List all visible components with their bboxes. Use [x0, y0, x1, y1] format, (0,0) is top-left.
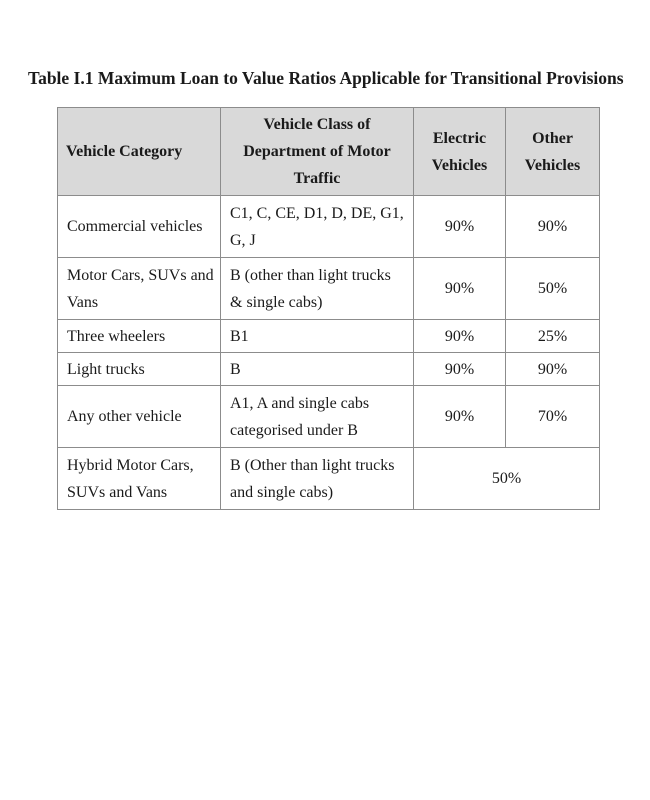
cell-other-ratio: 90%: [506, 353, 600, 386]
table-row: [58, 196, 600, 258]
loan-to-value-table: [57, 107, 600, 510]
cell-vehicle-category: Light trucks: [58, 353, 221, 386]
cell-vehicle-category: Hybrid Motor Cars, SUVs and Vans: [58, 448, 221, 510]
table-header-row: [58, 108, 600, 196]
header-vehicle-class: Vehicle Class of Department of Motor Traffic: [221, 108, 414, 196]
header-electric-vehicles: Electric Vehicles: [414, 108, 506, 196]
cell-vehicle-category: Motor Cars, SUVs and Vans: [58, 258, 221, 320]
table-row: [58, 386, 600, 448]
cell-electric-ratio: 90%: [414, 196, 506, 258]
cell-other-ratio: 90%: [506, 196, 600, 258]
table-row: [58, 258, 600, 320]
cell-electric-ratio: 90%: [414, 320, 506, 353]
cell-combined-ratio: 50%: [414, 448, 600, 510]
cell-vehicle-class: B (other than light trucks & single cabs): [221, 258, 414, 320]
header-other-vehicles: Other Vehicles: [506, 108, 600, 196]
cell-vehicle-class: A1, A and single cabs categorised under B: [221, 386, 414, 448]
header-vehicle-category: Vehicle Category: [58, 108, 221, 196]
cell-other-ratio: 25%: [506, 320, 600, 353]
table-row: [58, 320, 600, 353]
cell-vehicle-class: C1, C, CE, D1, D, DE, G1, G, J: [221, 196, 414, 258]
cell-electric-ratio: 90%: [414, 258, 506, 320]
table-caption: Table I.1 Maximum Loan to Value Ratios Applicable for Transitional Provisions: [28, 68, 624, 88]
cell-vehicle-category: Any other vehicle: [58, 386, 221, 448]
cell-other-ratio: 70%: [506, 386, 600, 448]
cell-other-ratio: 50%: [506, 258, 600, 320]
cell-electric-ratio: 90%: [414, 386, 506, 448]
table-row: [58, 448, 600, 510]
cell-vehicle-category: Three wheelers: [58, 320, 221, 353]
cell-vehicle-class: B: [221, 353, 414, 386]
cell-vehicle-class: B (Other than light trucks and single cabs): [221, 448, 414, 510]
cell-vehicle-class: B1: [221, 320, 414, 353]
cell-vehicle-category: Commercial vehicles: [58, 196, 221, 258]
cell-electric-ratio: 90%: [414, 353, 506, 386]
table-row: [58, 353, 600, 386]
